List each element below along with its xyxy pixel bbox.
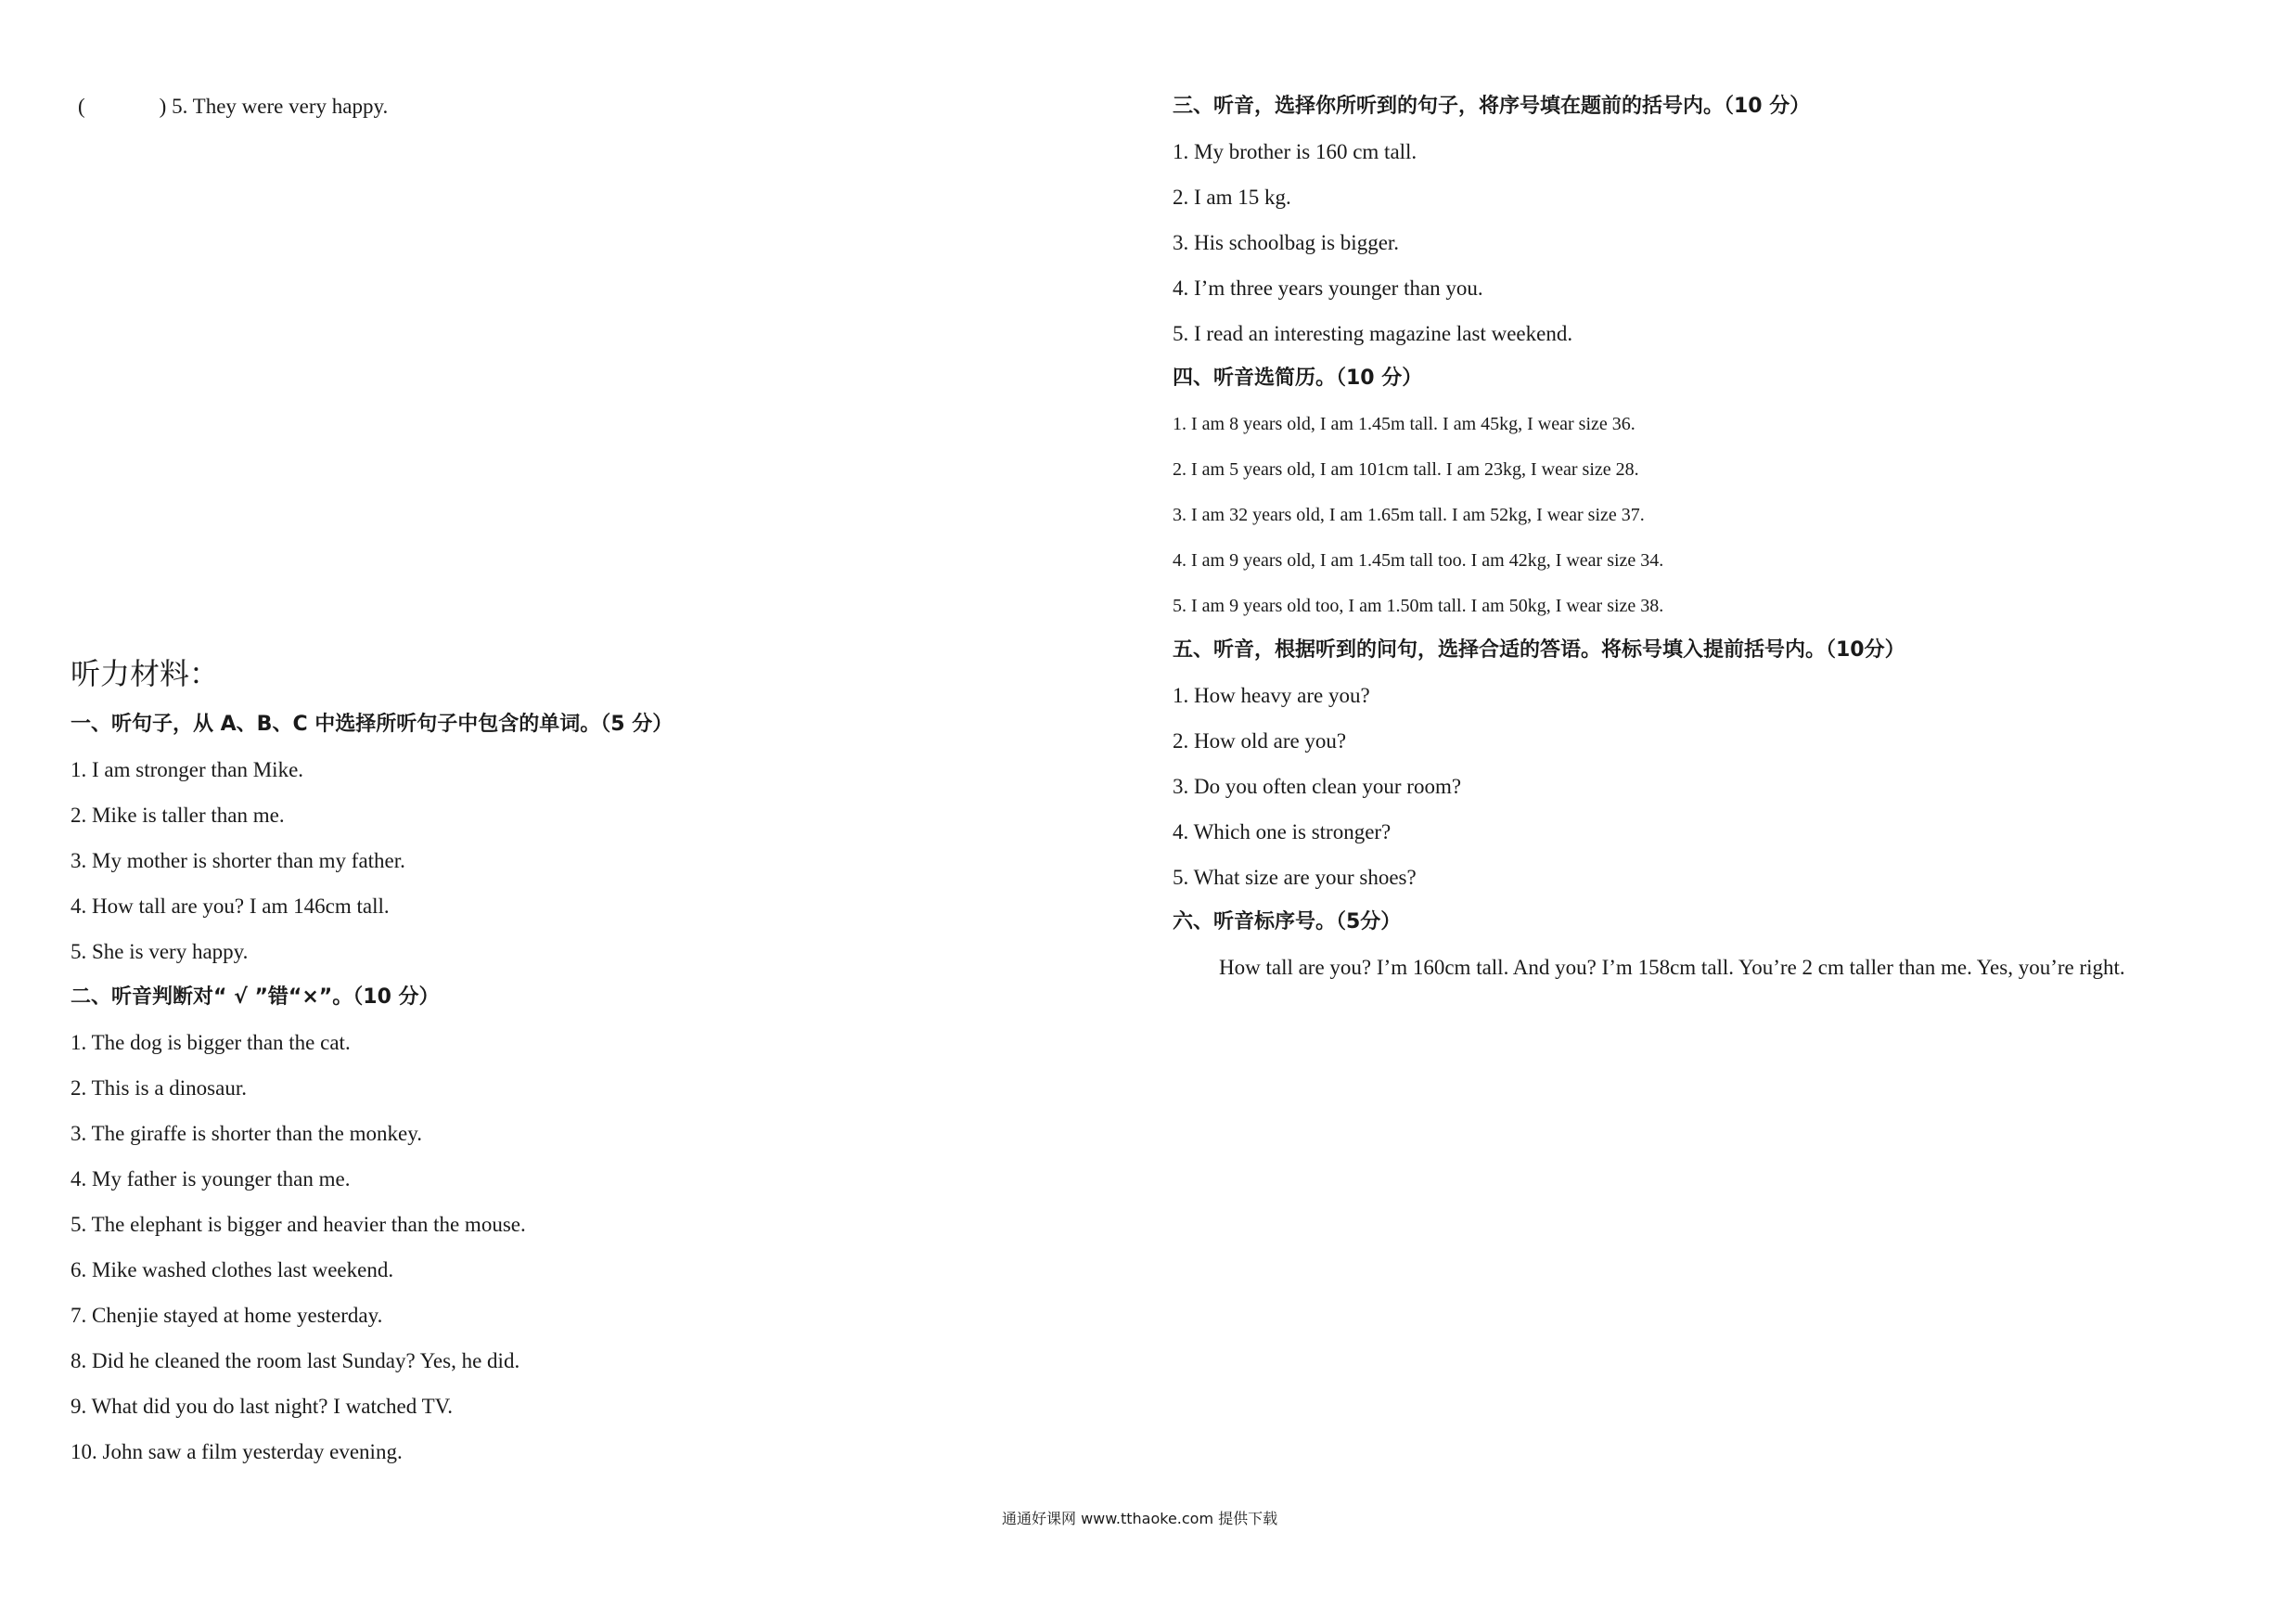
list-item: 4. How tall are you? I am 146cm tall.: [71, 895, 390, 918]
list-item: 1. The dog is bigger than the cat.: [71, 1031, 351, 1054]
list-item: 2. I am 15 kg.: [1173, 186, 1291, 209]
list-item: 2. Mike is taller than me.: [71, 804, 285, 827]
section4-heading: 四、听音选简历。（10 分）: [1173, 367, 1423, 390]
list-item: 10. John saw a film yesterday evening.: [71, 1440, 403, 1463]
list-item: 5. She is very happy.: [71, 940, 249, 963]
list-item: 2. I am 5 years old, I am 101cm tall. I am 23kg, I wear size 28.: [1173, 459, 1639, 480]
section1-heading: 一、听句子，从 A、B、C 中选择所听句子中包含的单词。（5 分）: [71, 713, 673, 736]
question-text: 5. They were very happy.: [172, 95, 389, 118]
list-item: 3. I am 32 years old, I am 1.65m tall. I am 52kg, I wear size 37.: [1173, 505, 1645, 525]
list-item: 3. Do you often clean your room?: [1173, 775, 1462, 798]
list-item: 3. His schoolbag is bigger.: [1173, 231, 1400, 254]
list-item: 1. How heavy are you?: [1173, 684, 1370, 707]
list-item: 7. Chenjie stayed at home yesterday.: [71, 1304, 383, 1327]
list-item: 5. I am 9 years old too, I am 1.50m tall. I am 50kg, I wear size 38.: [1173, 596, 1664, 616]
question-item: [78, 93, 388, 121]
list-item: 5. What size are your shoes?: [1173, 866, 1417, 889]
list-item: 1. I am stronger than Mike.: [71, 758, 304, 781]
open-paren: (: [78, 95, 85, 118]
list-item: 3. The giraffe is shorter than the monkey.: [71, 1122, 422, 1145]
list-item: 5. The elephant is bigger and heavier than the mouse.: [71, 1213, 526, 1236]
list-item: 6. Mike washed clothes last weekend.: [71, 1258, 394, 1281]
list-item: 4. Which one is stronger?: [1173, 820, 1392, 843]
list-item: 3. My mother is shorter than my father.: [71, 849, 405, 872]
section2-heading: 二、听音判断对“ √ ”错“×”。（10 分）: [71, 985, 440, 1009]
section5-heading: 五、听音，根据听到的问句，选择合适的答语。将标号填入提前括号内。（10分）: [1173, 638, 1905, 662]
list-item: 9. What did you do last night? I watched TV.: [71, 1395, 454, 1418]
list-item: 4. My father is younger than me.: [71, 1167, 351, 1191]
section6-heading: 六、听音标序号。（5分）: [1173, 910, 1402, 933]
list-item: 4. I’m three years younger than you.: [1173, 277, 1483, 300]
list-item: 1. I am 8 years old, I am 1.45m tall. I am 45kg, I wear size 36.: [1173, 414, 1635, 434]
list-item: 1. My brother is 160 cm tall.: [1173, 140, 1417, 163]
close-paren: ): [159, 95, 167, 118]
list-item: 8. Did he cleaned the room last Sunday? Yes, he did.: [71, 1349, 520, 1372]
list-item: 2. This is a dinosaur.: [71, 1076, 247, 1100]
section3-heading: 三、听音，选择你所听到的句子，将序号填在题前的括号内。（10 分）: [1173, 95, 1811, 118]
footer-text: 通通好课网 www.tthaoke.com 提供下载: [1002, 1510, 1278, 1527]
list-item: 5. I read an interesting magazine last weekend.: [1173, 322, 1573, 345]
page-title: 听力材料：: [71, 656, 220, 691]
paragraph-text: How tall are you? I’m 160cm tall. And you? I’m 158cm tall. You’re 2 cm taller than me. Yes, you’re right.: [1219, 956, 2125, 979]
list-item: 2. How old are you?: [1173, 729, 1347, 753]
list-item: 4. I am 9 years old, I am 1.45m tall too. I am 42kg, I wear size 34.: [1173, 550, 1664, 571]
